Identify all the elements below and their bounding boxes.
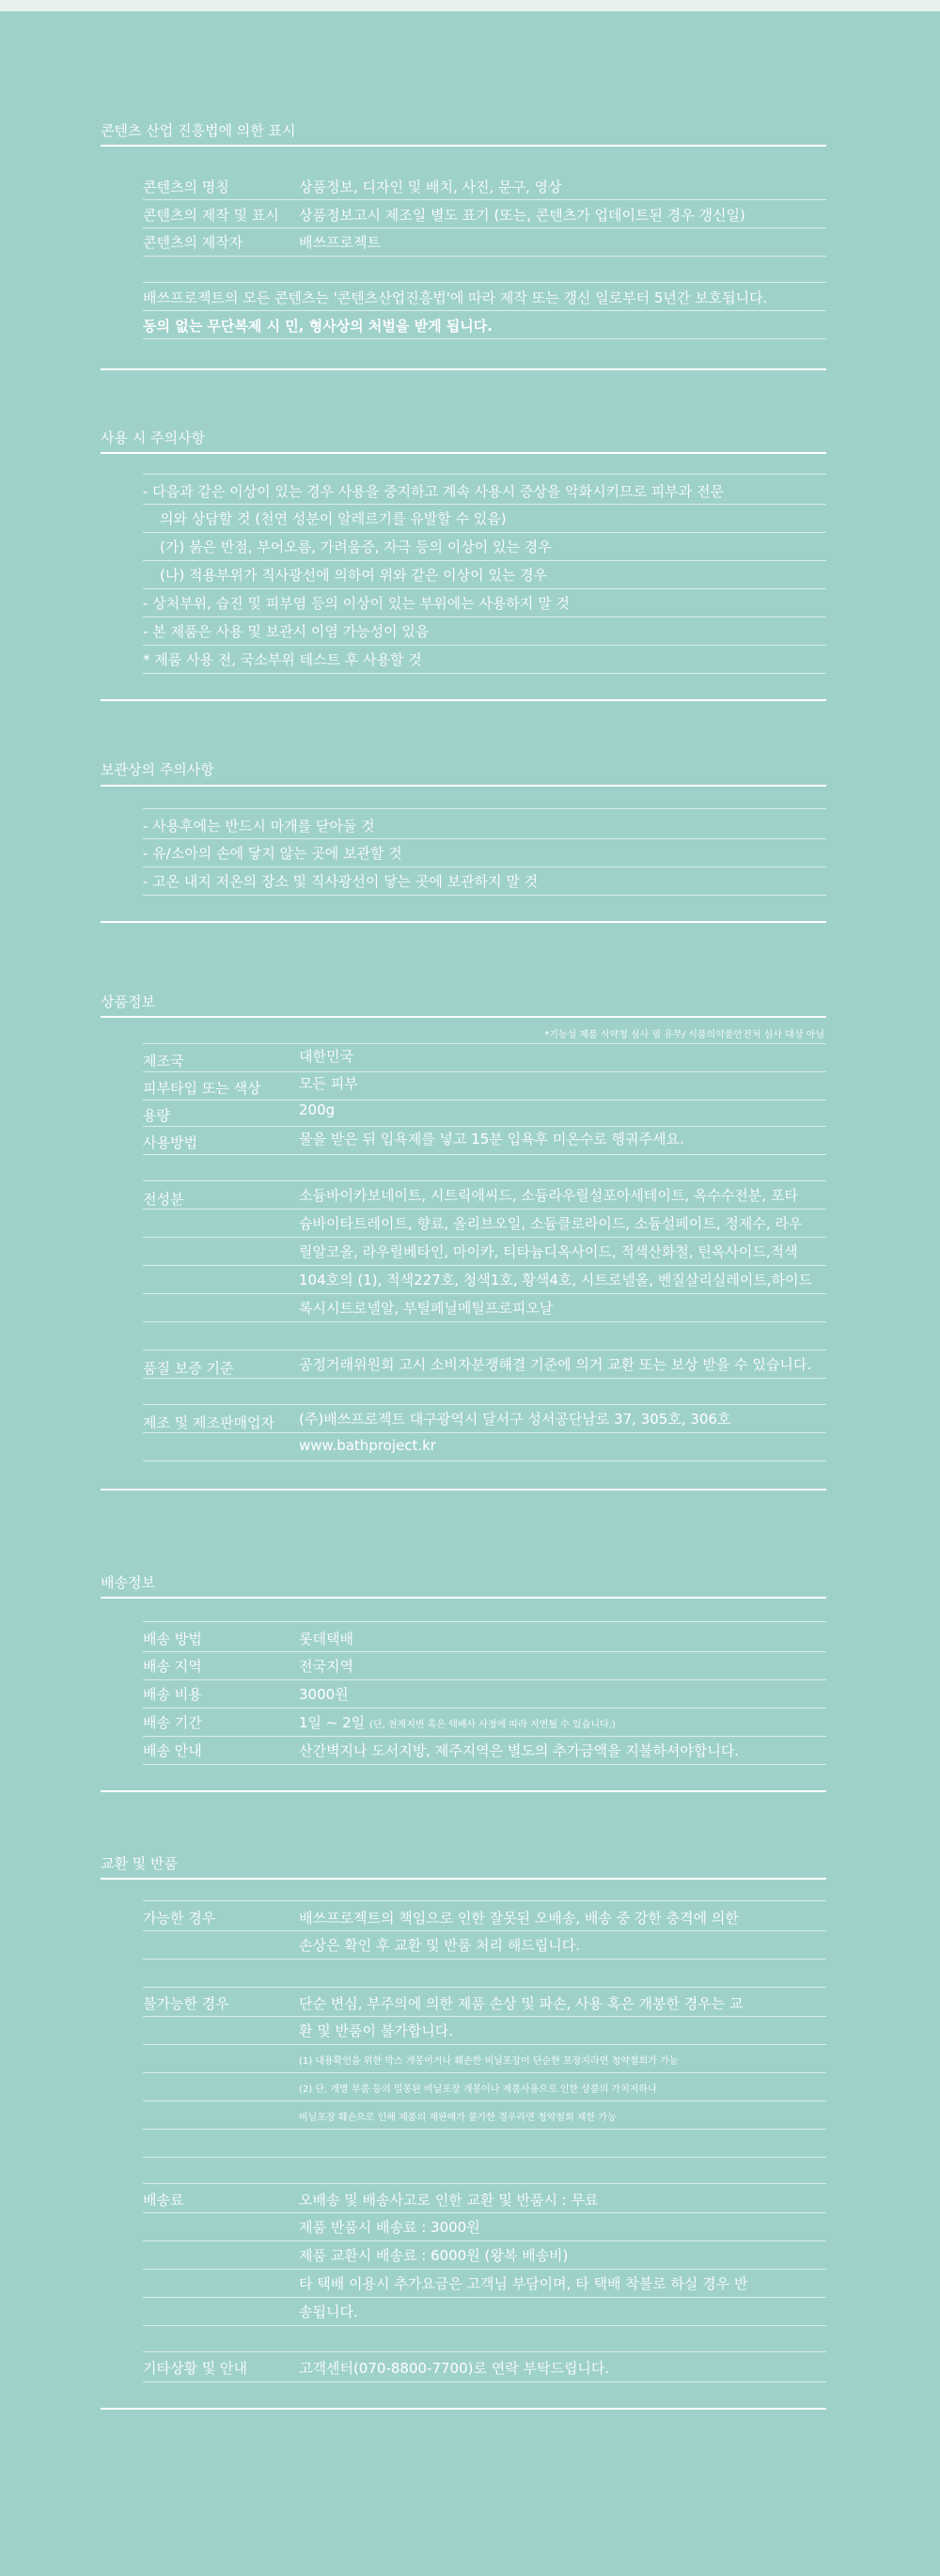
row-divider bbox=[143, 310, 826, 311]
product-title: 상품정보 bbox=[101, 993, 155, 1010]
fee-line: 타 택배 이용시 추가요금은 고객님 부담이며, 타 택배 착불로 하실 경우 반 bbox=[299, 2275, 748, 2292]
row-divider bbox=[143, 532, 826, 533]
row-divider bbox=[143, 2381, 826, 2382]
country-value: 대한민국 bbox=[299, 1048, 353, 1065]
row-divider bbox=[143, 2072, 826, 2073]
content-law-title: 콘텐츠 산업 진흥법에 의한 표시 bbox=[101, 122, 296, 139]
row-divider bbox=[143, 2325, 826, 2326]
top-strip bbox=[0, 0, 940, 11]
ship-region-value: 전국지역 bbox=[299, 1658, 353, 1675]
row-divider bbox=[143, 1154, 826, 1155]
row-divider bbox=[143, 2297, 826, 2298]
ingredients-line: 록시시트로넬알, 부틸페닐메틸프로피오날 bbox=[299, 1300, 554, 1317]
row-divider bbox=[143, 2044, 826, 2045]
etc-label: 기타상황 및 안내 bbox=[143, 2360, 247, 2377]
fee-line: 제품 교환시 배송료 : 6000원 (왕복 배송비) bbox=[299, 2247, 569, 2264]
ship-cost-label: 배송 비용 bbox=[143, 1686, 202, 1703]
caution-line: * 제품 사용 전, 국소부위 테스트 후 사용할 것 bbox=[143, 651, 422, 668]
row-divider bbox=[143, 808, 826, 809]
section-divider bbox=[101, 699, 826, 701]
section-divider bbox=[101, 1597, 826, 1599]
ship-guide-value: 산간벽지나 도서지방, 제주지역은 별도의 추가금액을 지불하셔야합니다. bbox=[299, 1742, 740, 1759]
content-maker-value: 배쓰프로젝트 bbox=[299, 234, 381, 251]
row-divider bbox=[143, 2016, 826, 2017]
possible-label: 가능한 경우 bbox=[143, 1910, 216, 1927]
row-divider bbox=[143, 474, 826, 475]
storage-line: - 고온 내지 저온의 장소 및 직사광선이 닿는 곳에 보관하지 말 것 bbox=[143, 873, 539, 890]
maker-label: 제조 및 제조판매업자 bbox=[143, 1414, 274, 1431]
section-divider bbox=[101, 785, 826, 787]
maker-value: (주)배쓰프로젝트 대구광역시 달서구 성서공단남로 37, 305호, 306호 bbox=[299, 1411, 731, 1428]
row-divider bbox=[143, 560, 826, 561]
row-divider bbox=[143, 1987, 826, 1988]
row-divider bbox=[143, 838, 826, 839]
fee-label: 배송료 bbox=[143, 2192, 184, 2209]
section-divider bbox=[101, 368, 826, 370]
possible-line: 손상은 확인 후 교환 및 반품 처리 해드립니다. bbox=[299, 1937, 580, 1954]
impossible-note: 비닐포장 훼손으로 인해 제품의 재판매가 불가한 경우라면 청약철회 제한 가능 bbox=[299, 2113, 617, 2123]
row-divider bbox=[143, 1930, 826, 1931]
row-divider bbox=[143, 1180, 826, 1181]
impossible-label: 불가능한 경우 bbox=[143, 1995, 229, 2012]
content-maker-label: 콘텐츠의 제작자 bbox=[143, 234, 243, 251]
section-divider bbox=[101, 1016, 826, 1018]
storage-line: - 사용후에는 반드시 마개를 닫아둘 것 bbox=[143, 818, 375, 835]
caution-line: - 상처부위, 습진 및 피부염 등의 이상이 있는 부위에는 사용하지 말 것 bbox=[143, 595, 570, 612]
row-divider bbox=[143, 2129, 826, 2130]
row-divider bbox=[143, 1460, 826, 1461]
row-divider bbox=[143, 1900, 826, 1901]
caution-title: 사용 시 주의사항 bbox=[101, 429, 205, 446]
ingredients-line: 소듐바이카보네이트, 시트릭애씨드, 소듐라우릴설포아세테이트, 옥수수전분, 포타 bbox=[299, 1187, 798, 1204]
impossible-note: (1) 내용확인을 위한 박스 개봉이거나 훼손한 비닐포장이 단순한 포장지라면 청약철회가 가능 bbox=[299, 2056, 679, 2067]
ingredients-label: 전성분 bbox=[143, 1191, 184, 1208]
volume-label: 용량 bbox=[143, 1107, 170, 1124]
volume-value: 200g bbox=[299, 1101, 336, 1118]
row-divider bbox=[143, 1071, 826, 1072]
row-divider bbox=[143, 866, 826, 867]
row-divider bbox=[143, 1293, 826, 1294]
impossible-line: 단순 변심, 부주의에 의한 제품 손상 및 파손, 사용 혹은 개봉한 경우는 교 bbox=[299, 1995, 744, 2012]
row-divider bbox=[143, 1432, 826, 1433]
section-divider bbox=[101, 1878, 826, 1880]
row-divider bbox=[143, 2212, 826, 2213]
ship-period-days: 1일 ~ 2일 bbox=[299, 1714, 366, 1731]
row-divider bbox=[143, 1100, 826, 1101]
row-divider bbox=[143, 1764, 826, 1765]
country-label: 제조국 bbox=[143, 1053, 184, 1069]
row-divider bbox=[143, 504, 826, 505]
ingredients-line: 104호의 (1), 적색227호, 청색1호, 황색4호, 시트로넬올, 벤질살리실레이트,하이드 bbox=[299, 1272, 813, 1288]
content-name-label: 콘텐츠의 명칭 bbox=[143, 179, 229, 195]
fee-line: 제품 반품시 배송료 : 3000원 bbox=[299, 2219, 480, 2236]
skin-type-value: 모든 피부 bbox=[299, 1075, 358, 1092]
skin-type-label: 피부타입 또는 색상 bbox=[143, 1080, 261, 1097]
row-divider bbox=[143, 2351, 826, 2352]
ship-method-label: 배송 방법 bbox=[143, 1631, 202, 1647]
row-divider bbox=[143, 2269, 826, 2270]
row-divider bbox=[143, 227, 826, 228]
etc-value: 고객센터(070-8800-7700)로 연락 부탁드립니다. bbox=[299, 2360, 610, 2377]
ship-period-note: (단, 천재지변 혹은 택배사 사정에 따라 지연될 수 있습니다.) bbox=[368, 1720, 616, 1730]
row-divider bbox=[143, 2240, 826, 2241]
caution-line: 의와 상담할 것 (천연 성분이 알레르기를 유발할 수 있음) bbox=[160, 510, 507, 527]
content-notice-line1: 배쓰프로젝트의 모든 콘텐츠는 '콘텐츠산업진흥법'에 따라 제작 또는 갱신 일로부터 5년간 보호됩니다. bbox=[143, 289, 768, 306]
content-name-value: 상품정보, 디자인 및 배치, 사진, 문구, 영상 bbox=[299, 179, 562, 195]
ship-method-value: 롯데택배 bbox=[299, 1631, 353, 1647]
ship-period-value bbox=[299, 1712, 616, 1732]
content-notice-line2: 동의 없는 무단복제 시 민, 형사상의 처벌을 받게 됩니다. bbox=[143, 318, 493, 335]
row-divider bbox=[143, 645, 826, 646]
storage-title: 보관상의 주의사항 bbox=[101, 761, 214, 778]
row-divider bbox=[143, 2157, 826, 2158]
impossible-note: (2) 단, 개별 부품 등의 밀봉된 비닐포장 개봉이나 제품사용으로 인한 상품의 가치저하나 bbox=[299, 2084, 657, 2095]
section-divider bbox=[101, 2408, 826, 2410]
row-divider bbox=[143, 2100, 826, 2101]
fee-line: 송됩니다. bbox=[299, 2303, 358, 2320]
storage-line: - 유/소아의 손에 닿지 않는 곳에 보관할 것 bbox=[143, 845, 402, 862]
section-divider bbox=[101, 1790, 826, 1792]
row-divider bbox=[143, 1237, 826, 1238]
row-divider bbox=[143, 1404, 826, 1405]
row-divider bbox=[143, 1708, 826, 1709]
ingredients-line: 슘바이타트레이트, 향료, 올리브오일, 소듐클로라이드, 소듐설페이트, 정제수, 라우 bbox=[299, 1215, 803, 1232]
row-divider bbox=[143, 673, 826, 674]
row-divider bbox=[143, 2183, 826, 2184]
row-divider bbox=[143, 1321, 826, 1322]
row-divider bbox=[143, 199, 826, 200]
row-divider bbox=[143, 588, 826, 589]
impossible-line: 환 및 반품이 불가합니다. bbox=[299, 2022, 453, 2039]
ship-guide-label: 배송 안내 bbox=[143, 1742, 202, 1759]
possible-line: 배쓰프로젝트의 책임으로 인한 잘못된 오배송, 배송 중 강한 충격에 의한 bbox=[299, 1910, 739, 1927]
ship-period-label: 배송 기간 bbox=[143, 1714, 202, 1731]
ship-region-label: 배송 지역 bbox=[143, 1658, 202, 1675]
caution-line: (나) 적용부위가 직사광선에 의하여 위와 같은 이상이 있는 경우 bbox=[160, 567, 548, 584]
row-divider bbox=[143, 1043, 826, 1044]
section-divider bbox=[101, 452, 826, 454]
quality-value: 공정거래위원회 고시 소비자분쟁해결 기준에 의거 교환 또는 보상 받을 수 있습니다. bbox=[299, 1356, 812, 1373]
row-divider bbox=[143, 256, 826, 257]
row-divider bbox=[143, 1651, 826, 1652]
quality-label: 품질 보증 기준 bbox=[143, 1360, 234, 1377]
section-divider bbox=[101, 145, 826, 147]
exchange-title: 교환 및 반품 bbox=[101, 1855, 178, 1872]
row-divider bbox=[143, 1736, 826, 1737]
caution-line: (가) 붉은 반점, 부어오름, 가려움증, 자극 등의 이상이 있는 경우 bbox=[160, 539, 552, 555]
row-divider bbox=[143, 282, 826, 283]
row-divider bbox=[143, 338, 826, 339]
content-production-value: 상품정보고시 제조일 별도 표기 (또는, 콘텐츠가 업데이트된 경우 갱신일) bbox=[299, 207, 745, 224]
usage-label: 사용방법 bbox=[143, 1134, 197, 1151]
usage-value: 물을 받은 뒤 입욕제를 넣고 15분 입욕후 미온수로 헹궈주세요. bbox=[299, 1131, 684, 1147]
row-divider bbox=[143, 1621, 826, 1622]
ship-cost-value: 3000원 bbox=[299, 1686, 349, 1703]
website-link[interactable]: www.bathproject.kr bbox=[299, 1437, 436, 1454]
product-note: *기능성 제품 식약청 심사 필 유무/ 식품의약품안전처 심사 대상 아님 bbox=[544, 1030, 824, 1040]
content-production-label: 콘텐츠의 제작 및 표시 bbox=[143, 207, 279, 224]
row-divider bbox=[143, 1265, 826, 1266]
shipping-title: 배송정보 bbox=[101, 1574, 155, 1591]
row-divider bbox=[143, 1378, 826, 1379]
section-divider bbox=[101, 921, 826, 923]
fee-line: 오배송 및 배송사고로 인한 교환 및 반품시 : 무료 bbox=[299, 2192, 599, 2209]
row-divider bbox=[143, 895, 826, 896]
row-divider bbox=[143, 1209, 826, 1210]
caution-line: - 본 제품은 사용 및 보관시 이염 가능성이 있음 bbox=[143, 623, 430, 640]
row-divider bbox=[143, 1679, 826, 1680]
row-divider bbox=[143, 1126, 826, 1127]
ingredients-line: 릴알코올, 라우릴베타인, 마이카, 티타늄디옥사이드, 적색산화철, 틴옥사이드,적색 bbox=[299, 1243, 798, 1260]
caution-line: - 다음과 같은 이상이 있는 경우 사용을 중지하고 계속 사용시 증상을 악화시키므로 피부과 전문 bbox=[143, 483, 725, 500]
section-divider bbox=[101, 1489, 826, 1491]
